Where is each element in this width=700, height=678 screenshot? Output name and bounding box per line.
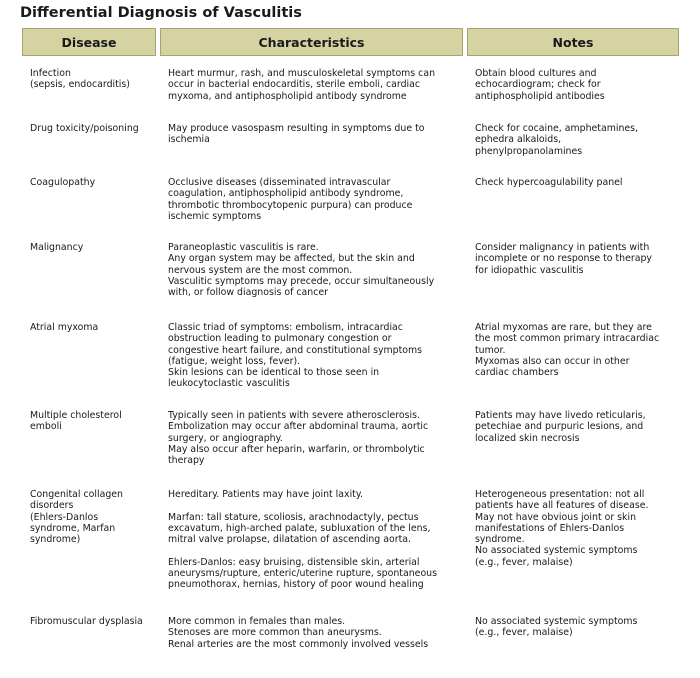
characteristics-line: Stenoses are more common than aneurysms. (168, 627, 382, 639)
disease-line: emboli (30, 421, 62, 433)
notes-line: Check for cocaine, amphetamines, (475, 123, 639, 134)
characteristics-line: Heart murmur, rash, and musculoskeletal symptoms can (168, 68, 436, 79)
characteristics-line: Skin lesions can be identical to those seen in (168, 367, 380, 379)
notes-line: (e.g., fever, malaise) (475, 627, 573, 639)
disease-line: disorders (30, 500, 74, 512)
notes-line: patients have all features of disease. (475, 500, 649, 512)
notes-line: tumor. (475, 344, 506, 356)
disease-line: (sepsis, endocarditis) (30, 79, 130, 91)
characteristics-line: Marfan: tall stature, scoliosis, arachnodactyly, pectus (168, 511, 419, 523)
disease-line: syndrome) (30, 534, 81, 546)
row-2-characteristics-cell (168, 123, 424, 146)
disease-line: Malignancy (30, 242, 84, 253)
characteristics-line: Ehlers-Danlos: easy bruising, distensible skin, arterial (168, 556, 420, 568)
characteristics-line: Vasculitic symptoms may precede, occur simultaneously (168, 275, 435, 287)
notes-line: Myxomas also can occur in other (475, 355, 630, 367)
row-1-notes-cell (475, 68, 605, 102)
row-4-disease-cell (30, 242, 83, 253)
notes-line: Obtain blood cultures and (475, 68, 597, 79)
disease-line: Coagulopathy (30, 177, 96, 188)
disease-line: Multiple cholesterol (30, 410, 122, 421)
characteristics-line: congestive heart failure, and constitutional symptoms (168, 344, 423, 356)
characteristics-line: Paraneoplastic vasculitis is rare. (168, 242, 319, 253)
disease-line: Atrial myxoma (30, 322, 99, 333)
row-6-notes-cell (475, 410, 646, 444)
notes-line: incomplete or no response to therapy (475, 253, 652, 265)
notes-line: cardiac chambers (475, 367, 559, 379)
characteristics-line (168, 500, 437, 511)
characteristics-line: surgery, or angiography. (168, 432, 283, 444)
row-8-characteristics-cell (168, 616, 428, 650)
characteristics-line: ischemic symptoms (168, 210, 262, 222)
notes-line: Check hypercoagulability panel (475, 177, 623, 188)
row-1-characteristics-cell (168, 68, 435, 102)
notes-line: Atrial myxomas are rare, but they are (475, 322, 652, 333)
notes-line: localized skin necrosis (475, 432, 580, 444)
notes-line: antiphospholipid antibodies (475, 90, 605, 102)
characteristics-line: thrombotic thrombocytopenic purpura) can produce (168, 199, 413, 211)
disease-line: (Ehlers-Danlos (30, 511, 99, 523)
notes-line: phenylpropanolamines (475, 145, 583, 157)
notes-line: ephedra alkaloids, (475, 134, 562, 146)
characteristics-line: coagulation, antiphospholipid antibody syndrome, (168, 188, 404, 200)
notes-line: No associated systemic symptoms (475, 616, 638, 627)
row-5-characteristics-cell (168, 322, 422, 390)
row-3-notes-cell (475, 177, 623, 188)
characteristics-line: ischemia (168, 134, 210, 146)
header-characteristics (160, 28, 463, 56)
characteristics-line: excavatum, high-arched palate, subluxation of the lens, (168, 522, 431, 534)
notes-line: for idiopathic vasculitis (475, 264, 584, 276)
characteristics-line: myxoma, and antiphospholipid antibody syndrome (168, 90, 407, 102)
disease-line: Congenital collagen (30, 489, 123, 500)
row-4-notes-cell (475, 242, 652, 276)
characteristics-line: More common in females than males. (168, 616, 346, 627)
disease-line: Infection (30, 68, 71, 79)
notes-line: echocardiogram; check for (475, 79, 601, 91)
characteristics-line: Hereditary. Patients may have joint laxity. (168, 489, 364, 500)
row-8-notes-cell (475, 616, 637, 639)
notes-line: Heterogeneous presentation: not all (475, 489, 645, 500)
characteristics-line: (fatigue, weight loss, fever). (168, 355, 301, 367)
characteristics-line: Occlusive diseases (disseminated intravascular (168, 177, 391, 188)
notes-line: manifestations of Ehlers-Danlos (475, 522, 625, 534)
page-title: Differential Diagnosis of Vasculitis (20, 5, 302, 21)
disease-line: Fibromuscular dysplasia (30, 616, 143, 627)
row-7-disease-cell (30, 489, 123, 545)
row-8-disease-cell (30, 616, 143, 627)
characteristics-line: May produce vasospasm resulting in symptoms due to (168, 123, 425, 134)
disease-line: syndrome, Marfan (30, 522, 116, 534)
characteristics-line: with, or follow diagnosis of cancer (168, 287, 328, 299)
disease-line: Drug toxicity/poisoning (30, 123, 139, 134)
characteristics-line: Embolization may occur after abdominal trauma, aortic (168, 421, 429, 433)
characteristics-line: Classic triad of symptoms: embolism, intracardiac (168, 322, 403, 333)
characteristics-line: pneumothorax, hernias, history of poor wound healing (168, 579, 424, 591)
characteristics-line: aneurysms/rupture, enteric/uterine rupture, spontaneous (168, 568, 438, 580)
row-5-notes-cell (475, 322, 659, 378)
header-characteristics-label: Characteristics (258, 34, 365, 50)
row-3-disease-cell (30, 177, 95, 188)
characteristics-line: occur in bacterial endocarditis, sterile emboli, cardiac (168, 79, 421, 91)
characteristics-line: Any organ system may be affected, but the skin and (168, 253, 415, 265)
characteristics-line: May also occur after heparin, warfarin, or thrombolytic (168, 443, 425, 455)
characteristics-line: mitral valve prolapse, dilatation of ascending aorta. (168, 534, 411, 546)
characteristics-line: Renal arteries are the most commonly involved vessels (168, 638, 429, 650)
row-5-disease-cell (30, 322, 98, 333)
row-3-characteristics-cell (168, 177, 412, 222)
row-6-disease-cell (30, 410, 122, 433)
row-6-characteristics-cell (168, 410, 428, 466)
notes-line: Patients may have livedo reticularis, (475, 410, 646, 421)
row-1-disease-cell (30, 68, 130, 91)
row-4-characteristics-cell (168, 242, 434, 298)
notes-line: syndrome. (475, 534, 525, 546)
characteristics-line: Typically seen in patients with severe atherosclerosis. (168, 410, 420, 421)
row-2-disease-cell (30, 123, 139, 134)
notes-line: the most common primary intracardiac (475, 333, 660, 345)
notes-line: May not have obvious joint or skin (475, 511, 637, 523)
header-disease (22, 28, 156, 56)
notes-line: No associated systemic symptoms (475, 545, 638, 557)
row-2-notes-cell (475, 123, 638, 157)
header-disease-label: Disease (61, 34, 117, 50)
characteristics-line: therapy (168, 455, 205, 467)
header-notes-label: Notes (552, 34, 594, 50)
notes-line: (e.g., fever, malaise) (475, 556, 573, 568)
characteristics-line: leukocytoclastic vasculitis (168, 378, 290, 390)
characteristics-line (168, 545, 437, 556)
notes-line: petechiae and purpuric lesions, and (475, 421, 644, 433)
characteristics-line: nervous system are the most common. (168, 264, 353, 276)
characteristics-line: obstruction leading to pulmonary congestion or (168, 333, 392, 345)
notes-line: Consider malignancy in patients with (475, 242, 650, 253)
row-7-notes-cell (475, 489, 648, 568)
row-7-characteristics-cell (168, 489, 437, 591)
header-notes (467, 28, 679, 56)
